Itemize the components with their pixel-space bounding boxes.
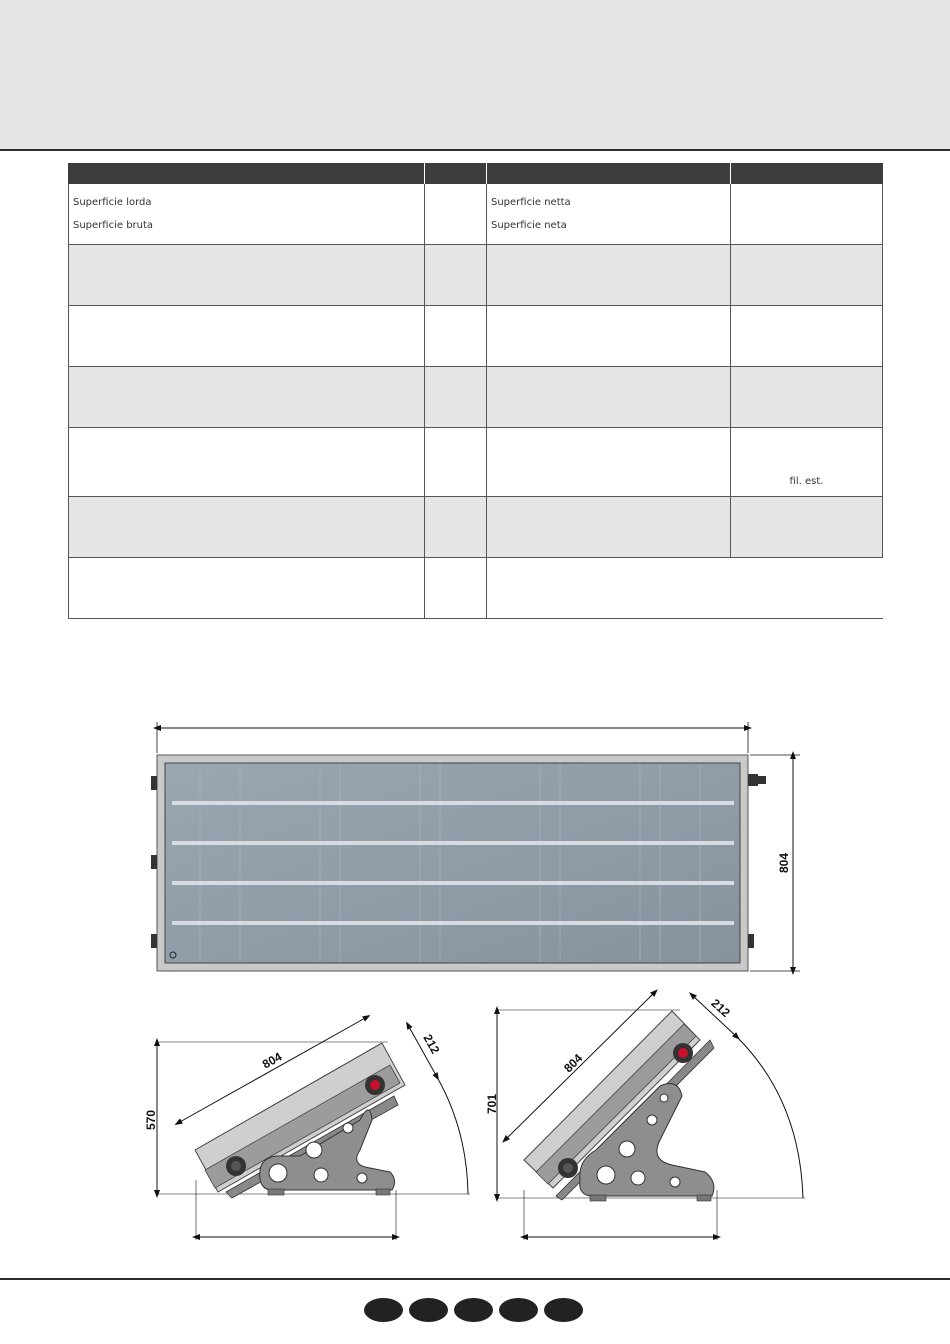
nav-dot: [454, 1298, 493, 1322]
nav-dot: [409, 1298, 448, 1322]
gross-area-label-it: Superficie lorda: [73, 197, 152, 208]
nav-dot: [499, 1298, 538, 1322]
net-area-label-it: Superficie netta: [491, 197, 571, 208]
nav-dot: [544, 1298, 583, 1322]
right-length-label: 804: [561, 1051, 586, 1076]
right-height-label: 701: [485, 1093, 499, 1115]
left-length-label: 804: [259, 1049, 285, 1072]
gross-area-label-es: Superficie bruta: [73, 220, 154, 231]
thread-type-cell: fil. est.: [731, 428, 883, 497]
left-depth-label: 212: [420, 1031, 443, 1057]
net-area-label-es: Superficie neta: [491, 220, 567, 231]
collector-side-view-left: [144, 1017, 470, 1240]
collector-glass: [165, 763, 740, 963]
collector-front-view: [151, 722, 800, 971]
footer-line: [0, 1278, 950, 1280]
right-depth-label: 212: [708, 996, 733, 1020]
collector-side-view-right: [485, 992, 805, 1240]
left-height-label: 570: [144, 1109, 158, 1131]
page-navigation-dots: [364, 1298, 583, 1322]
front-height-label: 804: [777, 852, 791, 874]
nav-dot: [364, 1298, 403, 1322]
